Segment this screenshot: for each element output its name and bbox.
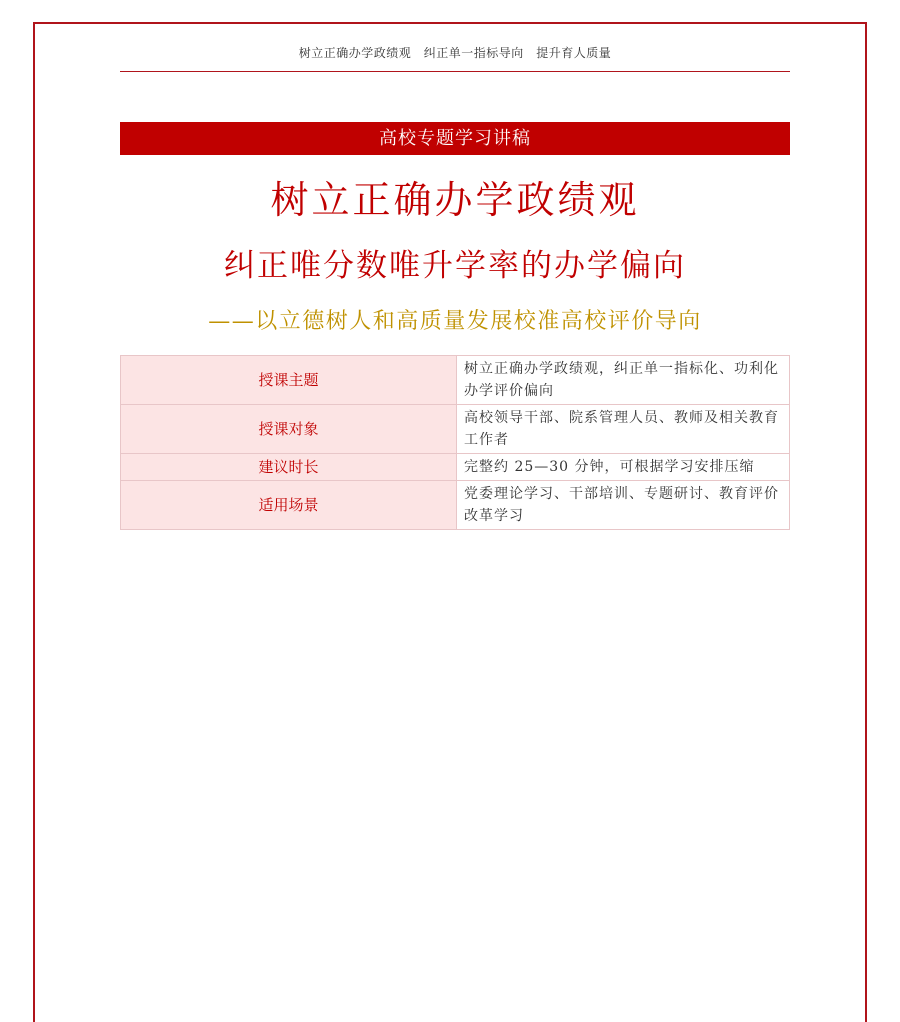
table-row: [121, 454, 790, 481]
row-label-topic: 授课主题: [121, 356, 457, 405]
row-value-topic: 树立正确办学政绩观，纠正单一指标化、功利化办学评价偏向: [457, 356, 790, 405]
document-subtitle: 纠正唯分数唯升学率的办学偏向: [224, 248, 686, 284]
table-row: [121, 405, 790, 454]
row-value-scenario: 党委理论学习、干部培训、专题研讨、教育评价改革学习: [457, 481, 790, 530]
course-info-table: [120, 355, 790, 530]
row-value-audience: 高校领导干部、院系管理人员、教师及相关教育工作者: [457, 405, 790, 454]
row-value-duration: 完整约 25—30 分钟，可根据学习安排压缩: [457, 454, 790, 481]
document-tagline: ——以立德树人和高质量发展校准高校评价导向: [208, 309, 702, 334]
table-row: [121, 356, 790, 405]
table-row: [121, 481, 790, 530]
section-banner: 高校专题学习讲稿: [120, 122, 790, 155]
row-label-duration: 建议时长: [121, 454, 457, 481]
document-title: 树立正确办学政绩观: [270, 178, 640, 222]
header-divider: [120, 71, 790, 72]
row-label-scenario: 适用场景: [121, 481, 457, 530]
running-header: 树立正确办学政绩观 纠正单一指标导向 提升育人质量: [298, 46, 612, 60]
row-label-audience: 授课对象: [121, 405, 457, 454]
